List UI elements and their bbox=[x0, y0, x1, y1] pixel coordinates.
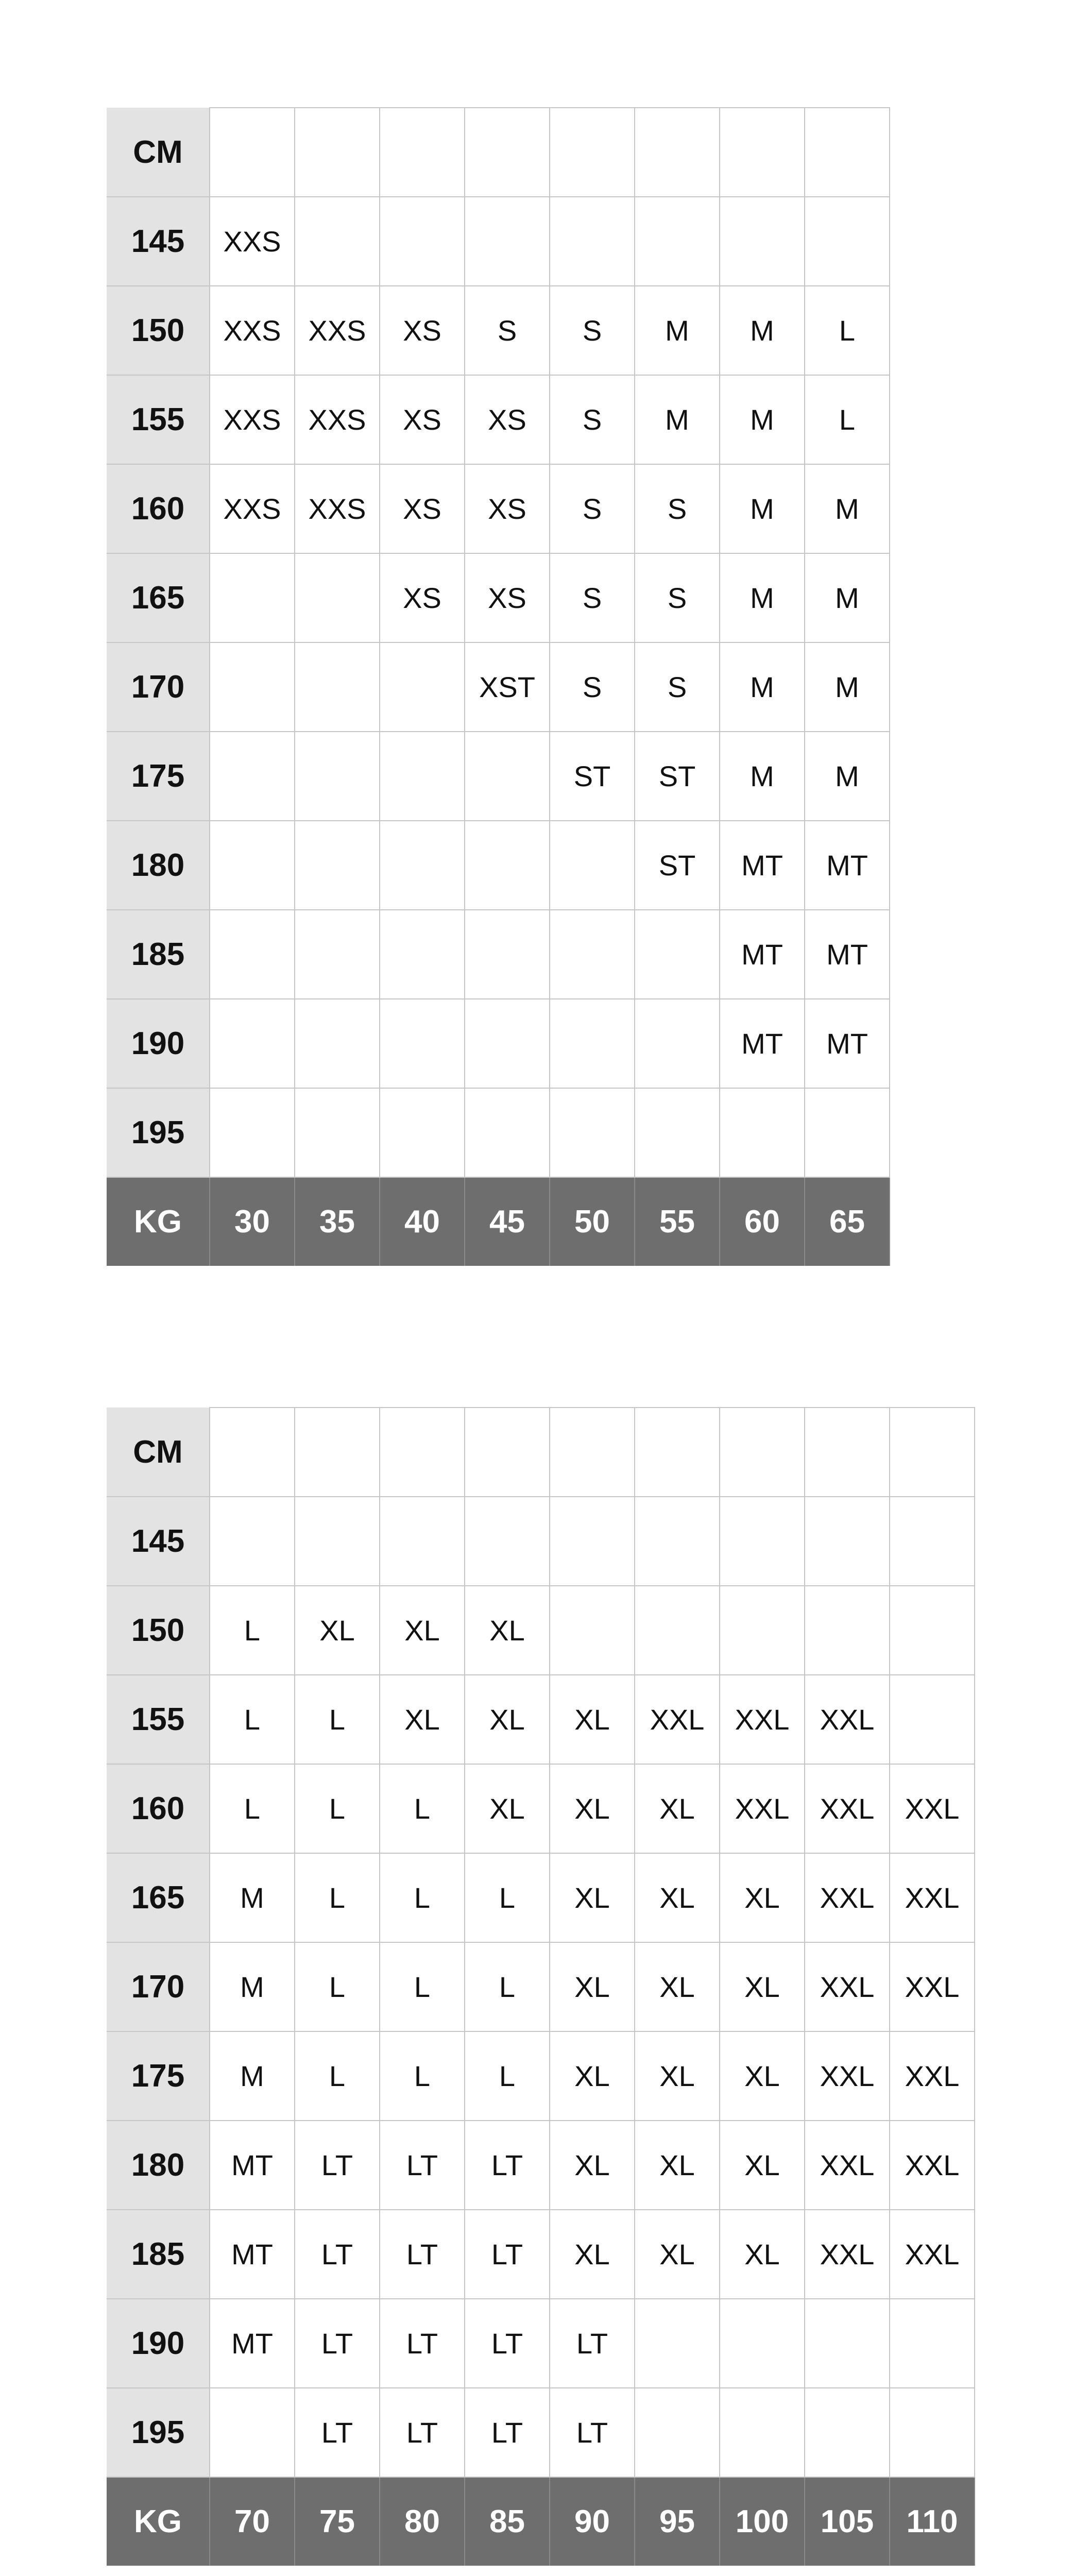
empty-cell bbox=[720, 108, 805, 197]
height-label: 155 bbox=[107, 375, 210, 464]
size-cell: S bbox=[635, 642, 720, 732]
size-cell bbox=[635, 1586, 720, 1675]
kg-label: KG bbox=[107, 1177, 210, 1266]
table-row bbox=[107, 197, 890, 286]
size-cell: XXL bbox=[805, 1853, 890, 1942]
table-row bbox=[107, 1088, 890, 1177]
size-cell: XXS bbox=[210, 375, 295, 464]
size-cell: MT bbox=[720, 821, 805, 910]
height-label: 175 bbox=[107, 732, 210, 821]
size-cell bbox=[805, 1088, 890, 1177]
height-label: 145 bbox=[107, 1497, 210, 1586]
height-label: 160 bbox=[107, 1764, 210, 1853]
size-cell: L bbox=[465, 1942, 550, 2031]
size-cell bbox=[635, 1497, 720, 1586]
size-cell: MT bbox=[805, 999, 890, 1088]
size-cell bbox=[465, 197, 550, 286]
size-cell: S bbox=[550, 464, 635, 553]
size-cell bbox=[720, 1088, 805, 1177]
size-cell bbox=[465, 732, 550, 821]
size-cell: MT bbox=[805, 910, 890, 999]
size-cell: M bbox=[210, 2031, 295, 2121]
kg-footer-row bbox=[107, 1177, 890, 1266]
size-cell: XL bbox=[295, 1586, 380, 1675]
size-cell bbox=[210, 732, 295, 821]
size-cell: L bbox=[295, 1942, 380, 2031]
size-cell bbox=[890, 1497, 975, 1586]
weight-label: 30 bbox=[210, 1177, 295, 1266]
size-cell bbox=[890, 1586, 975, 1675]
size-cell bbox=[210, 910, 295, 999]
size-cell: S bbox=[550, 375, 635, 464]
table-row bbox=[107, 910, 890, 999]
weight-label: 45 bbox=[465, 1177, 550, 1266]
empty-cell bbox=[805, 108, 890, 197]
size-cell bbox=[295, 821, 380, 910]
size-cell bbox=[380, 1497, 465, 1586]
size-cell bbox=[295, 999, 380, 1088]
size-cell bbox=[805, 1497, 890, 1586]
size-cell: XS bbox=[465, 553, 550, 642]
size-cell: XL bbox=[550, 1942, 635, 2031]
size-cell: XXL bbox=[805, 2210, 890, 2299]
empty-cell bbox=[720, 1408, 805, 1497]
size-cell: XL bbox=[550, 2210, 635, 2299]
size-cell: M bbox=[720, 553, 805, 642]
size-cell bbox=[380, 999, 465, 1088]
size-cell bbox=[720, 1586, 805, 1675]
height-label: 190 bbox=[107, 999, 210, 1088]
size-cell: LT bbox=[465, 2121, 550, 2210]
weight-label: 90 bbox=[550, 2477, 635, 2566]
size-cell: M bbox=[805, 642, 890, 732]
size-chart-table-2 bbox=[107, 1407, 975, 2566]
size-cell: XXS bbox=[295, 375, 380, 464]
size-cell: XL bbox=[550, 1764, 635, 1853]
table-row bbox=[107, 1853, 975, 1942]
size-cell bbox=[380, 821, 465, 910]
size-cell bbox=[210, 2388, 295, 2477]
size-cell bbox=[465, 1088, 550, 1177]
size-cell bbox=[295, 732, 380, 821]
size-cell: MT bbox=[720, 999, 805, 1088]
size-cell bbox=[890, 2299, 975, 2388]
size-cell bbox=[635, 910, 720, 999]
height-label: 190 bbox=[107, 2299, 210, 2388]
size-cell bbox=[635, 1088, 720, 1177]
size-cell: LT bbox=[550, 2299, 635, 2388]
weight-label: 85 bbox=[465, 2477, 550, 2566]
size-cell: XL bbox=[635, 1853, 720, 1942]
size-cell: LT bbox=[380, 2299, 465, 2388]
size-cell: L bbox=[210, 1764, 295, 1853]
size-cell bbox=[210, 1088, 295, 1177]
size-cell: XXL bbox=[805, 2121, 890, 2210]
size-cell bbox=[635, 999, 720, 1088]
size-cell: XL bbox=[635, 2121, 720, 2210]
empty-cell bbox=[380, 108, 465, 197]
size-chart-body bbox=[107, 108, 890, 1266]
cm-header-row bbox=[107, 1408, 975, 1497]
weight-label: 50 bbox=[550, 1177, 635, 1266]
size-cell: XXL bbox=[890, 2210, 975, 2299]
weight-label: 70 bbox=[210, 2477, 295, 2566]
size-cell: L bbox=[210, 1675, 295, 1764]
size-cell bbox=[550, 197, 635, 286]
size-cell bbox=[210, 1497, 295, 1586]
table-row bbox=[107, 2210, 975, 2299]
table-row bbox=[107, 2031, 975, 2121]
empty-cell bbox=[805, 1408, 890, 1497]
size-cell bbox=[465, 821, 550, 910]
weight-label: 65 bbox=[805, 1177, 890, 1266]
size-cell: XXS bbox=[210, 197, 295, 286]
size-cell: S bbox=[550, 286, 635, 375]
empty-cell bbox=[295, 108, 380, 197]
size-cell: L bbox=[295, 1675, 380, 1764]
size-cell: XXL bbox=[805, 1675, 890, 1764]
size-cell bbox=[380, 197, 465, 286]
size-cell bbox=[380, 1088, 465, 1177]
empty-cell bbox=[295, 1408, 380, 1497]
size-chart-table-1 bbox=[107, 107, 890, 1266]
size-cell: S bbox=[550, 553, 635, 642]
size-cell: S bbox=[550, 642, 635, 732]
size-cell: LT bbox=[295, 2210, 380, 2299]
size-cell: MT bbox=[805, 821, 890, 910]
size-cell: XL bbox=[550, 2121, 635, 2210]
size-cell bbox=[805, 1586, 890, 1675]
size-cell bbox=[890, 2388, 975, 2477]
size-cell: M bbox=[720, 375, 805, 464]
size-cell bbox=[380, 642, 465, 732]
size-cell bbox=[465, 910, 550, 999]
size-cell: M bbox=[720, 464, 805, 553]
height-label: 170 bbox=[107, 1942, 210, 2031]
size-cell: L bbox=[295, 1853, 380, 1942]
size-cell: XXL bbox=[720, 1764, 805, 1853]
size-cell: XXS bbox=[210, 286, 295, 375]
size-cell: XXS bbox=[295, 464, 380, 553]
size-cell: LT bbox=[380, 2210, 465, 2299]
size-cell: ST bbox=[635, 821, 720, 910]
size-cell: L bbox=[465, 2031, 550, 2121]
size-cell: ST bbox=[550, 732, 635, 821]
height-label: 150 bbox=[107, 286, 210, 375]
size-cell bbox=[210, 553, 295, 642]
size-cell: XL bbox=[465, 1675, 550, 1764]
size-cell: XL bbox=[380, 1675, 465, 1764]
size-cell: L bbox=[805, 286, 890, 375]
size-cell: M bbox=[720, 642, 805, 732]
size-cell bbox=[805, 197, 890, 286]
size-cell bbox=[210, 999, 295, 1088]
height-label: 185 bbox=[107, 910, 210, 999]
size-cell bbox=[720, 2388, 805, 2477]
size-cell bbox=[550, 999, 635, 1088]
size-cell: XL bbox=[720, 2031, 805, 2121]
table-row bbox=[107, 732, 890, 821]
size-cell: XL bbox=[635, 1764, 720, 1853]
size-cell: XXS bbox=[295, 286, 380, 375]
table-row bbox=[107, 1497, 975, 1586]
size-cell: L bbox=[295, 2031, 380, 2121]
height-label: 160 bbox=[107, 464, 210, 553]
size-cell: S bbox=[465, 286, 550, 375]
size-chart-body bbox=[107, 1408, 975, 2566]
table-row bbox=[107, 1764, 975, 1853]
size-cell: XL bbox=[380, 1586, 465, 1675]
size-cell: XS bbox=[465, 375, 550, 464]
height-label: 150 bbox=[107, 1586, 210, 1675]
size-cell: M bbox=[720, 286, 805, 375]
size-cell: M bbox=[805, 464, 890, 553]
size-cell: MT bbox=[210, 2299, 295, 2388]
cm-label: CM bbox=[107, 108, 210, 197]
table-row bbox=[107, 2299, 975, 2388]
weight-label: 80 bbox=[380, 2477, 465, 2566]
size-cell: XL bbox=[550, 1853, 635, 1942]
size-cell: LT bbox=[295, 2121, 380, 2210]
table-row bbox=[107, 1675, 975, 1764]
table-row bbox=[107, 375, 890, 464]
size-cell: XXL bbox=[890, 1764, 975, 1853]
size-cell: XXL bbox=[720, 1675, 805, 1764]
size-cell: XL bbox=[635, 1942, 720, 2031]
size-cell: MT bbox=[720, 910, 805, 999]
size-cell: XXL bbox=[805, 1764, 890, 1853]
size-cell bbox=[295, 910, 380, 999]
size-cell: M bbox=[210, 1853, 295, 1942]
size-cell: LT bbox=[465, 2299, 550, 2388]
size-cell: LT bbox=[465, 2210, 550, 2299]
size-cell: XL bbox=[720, 2210, 805, 2299]
height-label: 155 bbox=[107, 1675, 210, 1764]
size-cell: M bbox=[210, 1942, 295, 2031]
height-label: 175 bbox=[107, 2031, 210, 2121]
size-cell: XL bbox=[720, 1942, 805, 2031]
weight-label: 105 bbox=[805, 2477, 890, 2566]
size-cell bbox=[210, 821, 295, 910]
size-cell: LT bbox=[295, 2388, 380, 2477]
size-cell: XXL bbox=[890, 2031, 975, 2121]
weight-label: 40 bbox=[380, 1177, 465, 1266]
size-cell: XL bbox=[550, 1675, 635, 1764]
empty-cell bbox=[550, 1408, 635, 1497]
size-cell: XXL bbox=[890, 1853, 975, 1942]
size-cell bbox=[635, 2388, 720, 2477]
size-cell: M bbox=[635, 286, 720, 375]
size-cell: XL bbox=[465, 1764, 550, 1853]
size-cell: XS bbox=[380, 375, 465, 464]
size-cell: L bbox=[380, 1764, 465, 1853]
weight-label: 75 bbox=[295, 2477, 380, 2566]
size-cell: XL bbox=[720, 1853, 805, 1942]
size-cell bbox=[720, 1497, 805, 1586]
size-cell: XXS bbox=[210, 464, 295, 553]
size-cell: XL bbox=[635, 2210, 720, 2299]
cm-label: CM bbox=[107, 1408, 210, 1497]
weight-label: 100 bbox=[720, 2477, 805, 2566]
size-cell bbox=[635, 197, 720, 286]
empty-cell bbox=[465, 1408, 550, 1497]
size-cell: XST bbox=[465, 642, 550, 732]
size-cell: XS bbox=[380, 553, 465, 642]
empty-cell bbox=[465, 108, 550, 197]
size-cell: LT bbox=[380, 2388, 465, 2477]
size-cell: LT bbox=[380, 2121, 465, 2210]
empty-cell bbox=[210, 1408, 295, 1497]
height-label: 195 bbox=[107, 1088, 210, 1177]
table-row bbox=[107, 553, 890, 642]
size-cell: S bbox=[635, 464, 720, 553]
size-cell bbox=[380, 910, 465, 999]
table-row bbox=[107, 2121, 975, 2210]
size-cell bbox=[550, 1088, 635, 1177]
size-cell: L bbox=[210, 1586, 295, 1675]
size-cell: XS bbox=[380, 286, 465, 375]
size-cell bbox=[380, 732, 465, 821]
weight-label: 55 bbox=[635, 1177, 720, 1266]
size-cell: LT bbox=[550, 2388, 635, 2477]
weight-label: 95 bbox=[635, 2477, 720, 2566]
size-cell bbox=[210, 642, 295, 732]
size-cell: L bbox=[380, 2031, 465, 2121]
size-cell bbox=[890, 1675, 975, 1764]
empty-cell bbox=[635, 1408, 720, 1497]
size-cell: L bbox=[295, 1764, 380, 1853]
size-cell: XL bbox=[720, 2121, 805, 2210]
size-cell: MT bbox=[210, 2121, 295, 2210]
table-row bbox=[107, 821, 890, 910]
height-label: 180 bbox=[107, 821, 210, 910]
size-cell: XXL bbox=[890, 2121, 975, 2210]
size-cell: L bbox=[380, 1942, 465, 2031]
table-row bbox=[107, 642, 890, 732]
size-cell: LT bbox=[295, 2299, 380, 2388]
size-cell bbox=[550, 910, 635, 999]
table-row bbox=[107, 1586, 975, 1675]
size-cell: XXL bbox=[805, 2031, 890, 2121]
size-cell: M bbox=[805, 553, 890, 642]
size-cell bbox=[805, 2388, 890, 2477]
size-cell: L bbox=[380, 1853, 465, 1942]
size-cell bbox=[295, 197, 380, 286]
size-cell bbox=[295, 553, 380, 642]
size-cell: XL bbox=[550, 2031, 635, 2121]
size-cell: MT bbox=[210, 2210, 295, 2299]
empty-cell bbox=[890, 1408, 975, 1497]
table-row bbox=[107, 999, 890, 1088]
size-cell bbox=[295, 1088, 380, 1177]
empty-cell bbox=[210, 108, 295, 197]
size-cell: L bbox=[465, 1853, 550, 1942]
size-cell bbox=[805, 2299, 890, 2388]
size-cell bbox=[295, 1497, 380, 1586]
size-cell: XL bbox=[635, 2031, 720, 2121]
size-cell: XXL bbox=[890, 1942, 975, 2031]
size-cell: LT bbox=[465, 2388, 550, 2477]
size-cell bbox=[550, 1586, 635, 1675]
size-cell: M bbox=[805, 732, 890, 821]
table-row bbox=[107, 2388, 975, 2477]
table-row bbox=[107, 464, 890, 553]
table-row bbox=[107, 1942, 975, 2031]
height-label: 180 bbox=[107, 2121, 210, 2210]
size-cell bbox=[635, 2299, 720, 2388]
kg-footer-row bbox=[107, 2477, 975, 2566]
size-cell: M bbox=[720, 732, 805, 821]
empty-cell bbox=[550, 108, 635, 197]
size-cell: M bbox=[635, 375, 720, 464]
empty-cell bbox=[635, 108, 720, 197]
size-cell: XL bbox=[465, 1586, 550, 1675]
size-cell: S bbox=[635, 553, 720, 642]
size-cell bbox=[550, 1497, 635, 1586]
size-cell bbox=[295, 642, 380, 732]
height-label: 170 bbox=[107, 642, 210, 732]
height-label: 195 bbox=[107, 2388, 210, 2477]
weight-label: 110 bbox=[890, 2477, 975, 2566]
cm-header-row bbox=[107, 108, 890, 197]
height-label: 165 bbox=[107, 1853, 210, 1942]
kg-label: KG bbox=[107, 2477, 210, 2566]
weight-label: 35 bbox=[295, 1177, 380, 1266]
size-cell bbox=[720, 197, 805, 286]
size-cell: L bbox=[805, 375, 890, 464]
height-label: 145 bbox=[107, 197, 210, 286]
table-row bbox=[107, 286, 890, 375]
size-cell: XXL bbox=[635, 1675, 720, 1764]
size-cell: XS bbox=[465, 464, 550, 553]
size-cell: ST bbox=[635, 732, 720, 821]
empty-cell bbox=[380, 1408, 465, 1497]
size-cell: XS bbox=[380, 464, 465, 553]
height-label: 165 bbox=[107, 553, 210, 642]
size-cell bbox=[550, 821, 635, 910]
size-cell bbox=[465, 999, 550, 1088]
size-cell: XXL bbox=[805, 1942, 890, 2031]
size-cell bbox=[465, 1497, 550, 1586]
weight-label: 60 bbox=[720, 1177, 805, 1266]
size-cell bbox=[720, 2299, 805, 2388]
height-label: 185 bbox=[107, 2210, 210, 2299]
